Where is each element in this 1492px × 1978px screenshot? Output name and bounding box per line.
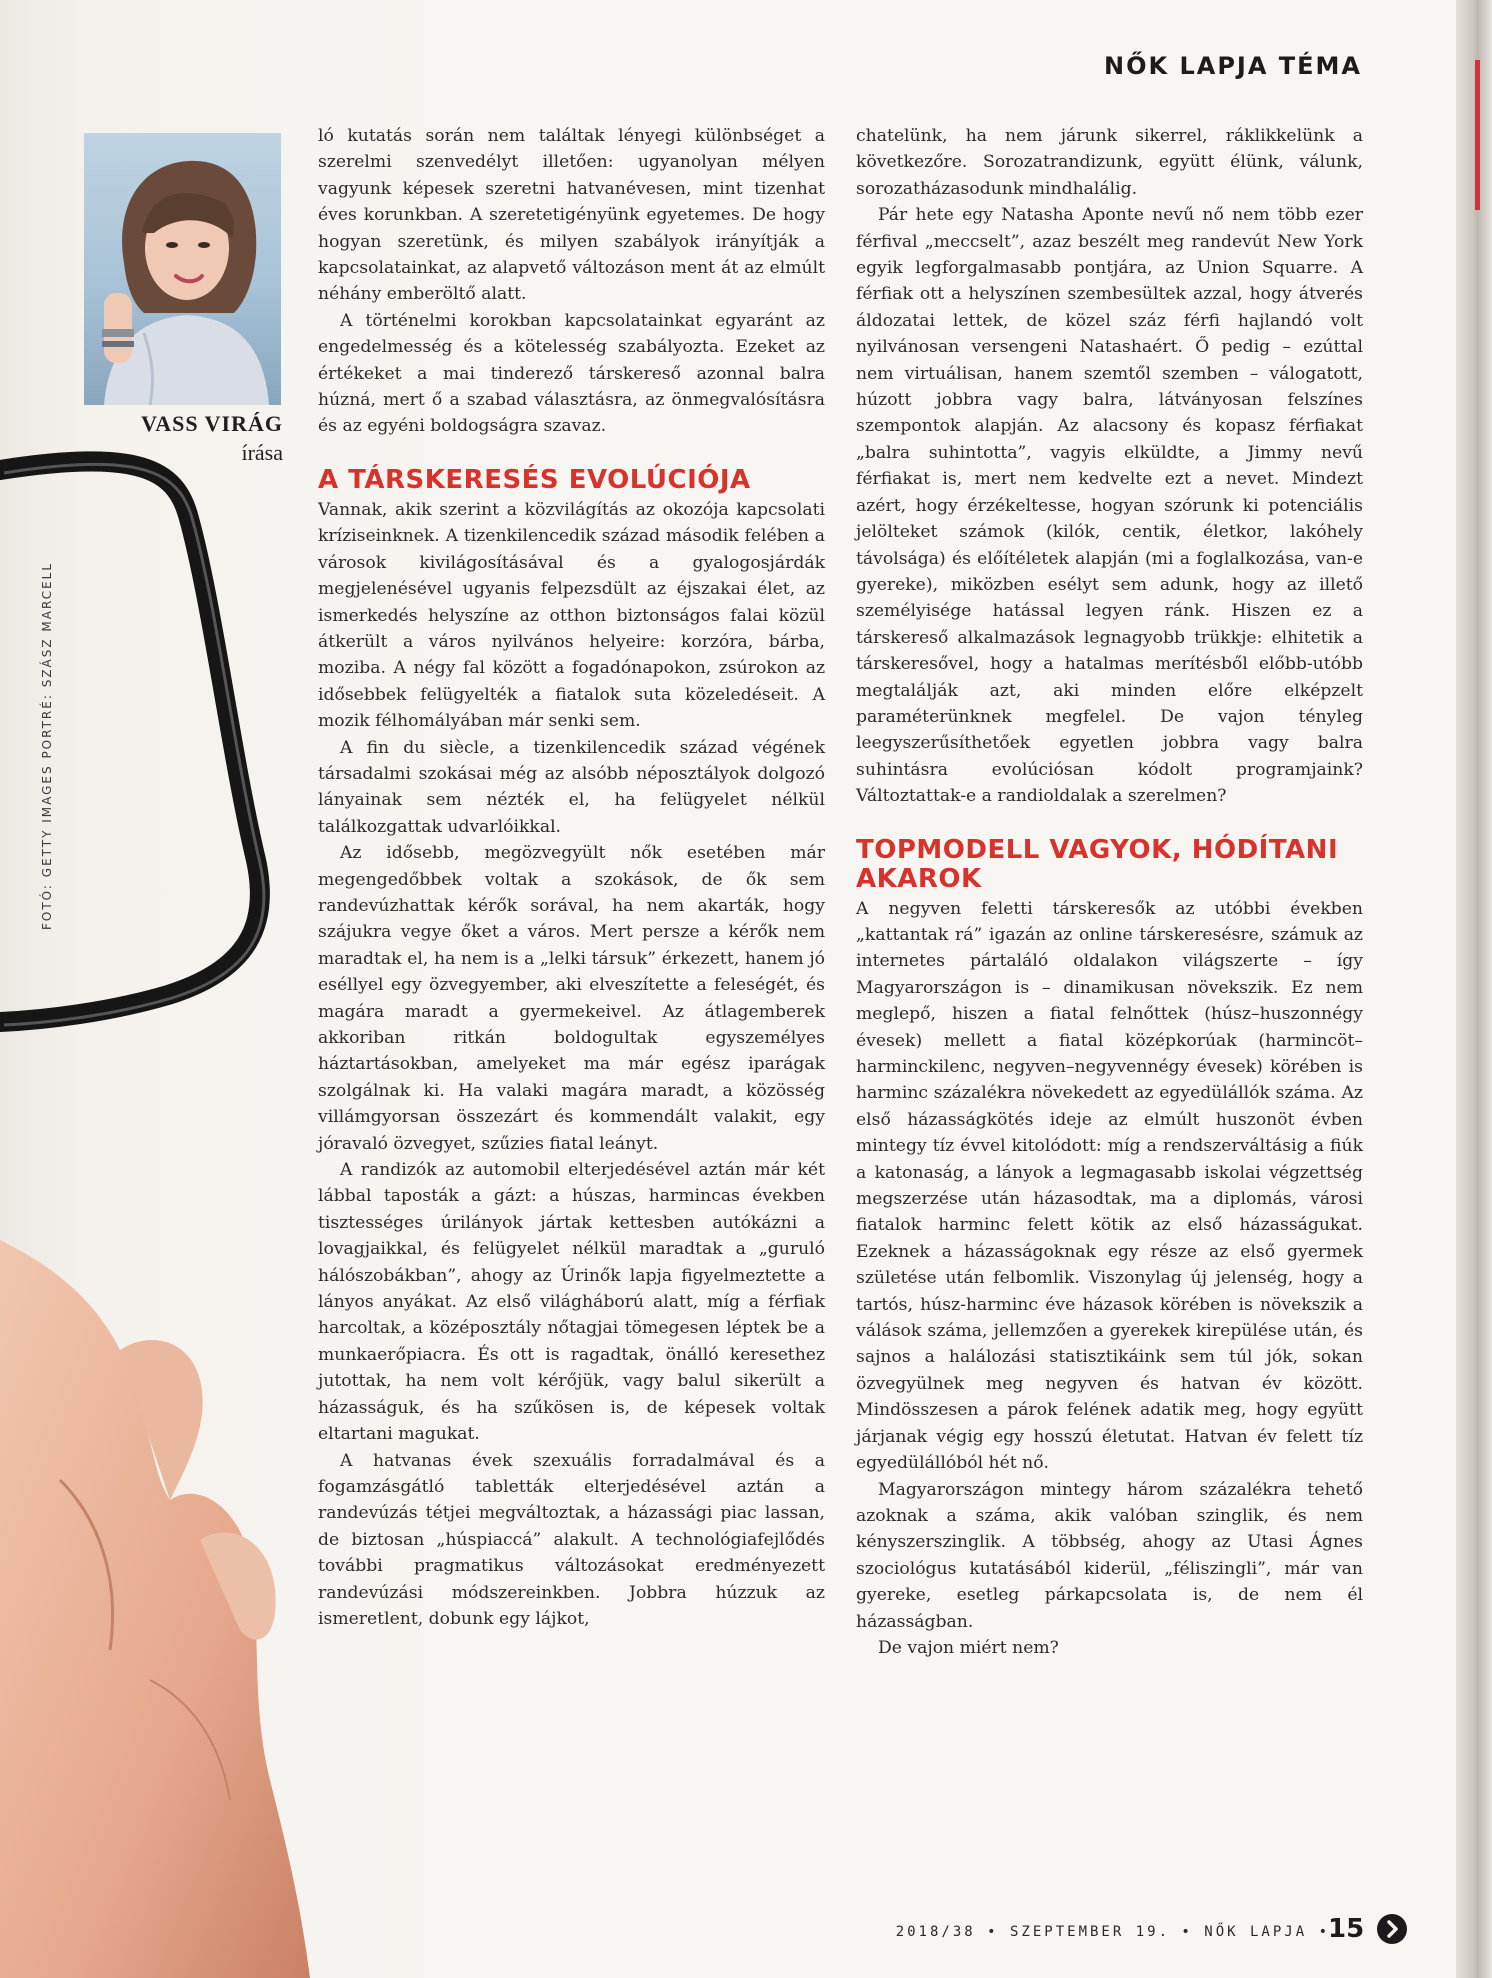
paragraph: A randizók az automobil elterjedésével aztán már két lábbal taposták a gázt: a húszas, harmincas években tisztességes úrilányok jártak kettesben autókázni a lovagjaikkal, és felügyelet nélkül maradtak a „guruló hálószobákban”, ahogy az Úrinők lapja figyelmeztette a lányos anyákat. Az első világháború alatt, míg a férfiak harcoltak, a középosztály nőtagjai tömegesen léptek be a munkaerőpiacra. És ott is ragadtak, önálló keresethez jutottak, ha nem volt kérőjük, vagy balul sikerült a házasságuk, és ha szűkösen is, de képesek voltak eltartani magukat.	[318, 1160, 825, 1445]
paragraph: A történelmi korokban kapcsolatainkat egyaránt az engedelmesség és a kötelesség szabályozta. Ezeket az értékeket a mai tinderező társkereső azonnal balra húzná, mert ő a szabad választásra, az önmegvalósításra és az egyéni boldogságra szavaz.	[318, 310, 825, 437]
paragraph: A negyven feletti társkeresők az utóbbi években „kattantak rá” igazán az online társkeresésre, számuk az internetes pártaláló oldalakon világszerte – így Magyarországon is – dinamikusan növekszik. Ez nem meglepő, hiszen a fiatal felnőttek (húsz–huszonnégy évesek) mellett a fiatal középkorúak (harmincöt–harminckilenc, negyven–negyvennégy évesek) körében is harminc százalékra növekedett az egyedülállók száma. Az első házasságkötés ideje az elmúlt huszonöt évben mintegy tíz évvel kitolódott: míg a rendszerváltásig a fiúk a katonaság, a lányok a legmagasabb iskolai végzettség megszerzése után házasodtak, ma a diplomás, városi fiatalok harminc felett kötik az első házasságukat. Ezeknek a házasságoknak egy része az első gyermek születése után felbomlik. Viszonylag új jelenség, hogy a tartós, húsz-harminc éve házasok körében is növekszik a válások száma, jellemzően a gyerekek kirepülése után, és sajnos a halálozási statisztikáink sem túl jók, sokan özvegyülnek meg negyven és hatvan év között. Mindösszesen a párok felének adatik meg, hogy együtt járjanak végig egy hosszú életutat. Hatvan év felett tíz egyedülállóból hét nő.	[856, 898, 1363, 1474]
chevron-right-icon	[1377, 1914, 1407, 1944]
edge-accent	[1475, 60, 1480, 210]
issue-info: 2018/38 • SZEPTEMBER 19. • NŐK LAPJA •	[895, 1924, 1330, 1940]
paragraph: chatelünk, ha nem járunk sikerrel, ráklikkelünk a következőre. Sorozatrandizunk, együtt élünk, válunk, sorozatházasodunk mindhalálig.	[856, 126, 1363, 199]
paragraph: A fin du siècle, a tizenkilencedik század végének társadalmi szokásai még az alsóbb néposztályok dolgozó lányainak sem nézték el, ha felügyelet nélkül találkozgattak udvarlóikkal.	[318, 737, 825, 837]
author-role: írása	[241, 440, 283, 465]
paragraph: Az idősebb, megözvegyült nők esetében már megengedőbbek voltak a szokások, de ők sem randevúzhattak kérők sorával, ha nem akarták, hogy szájukra vegye őket a város. Mert persze a kérők nem maradtak el, ha nem is a „lelki társuk” érkezett, hanem jó eséllyel egy özvegyember, aki elveszítette a feleségét, és magára maradt a gyermekeivel. Az átlagemberek akkoriban ritkán boldogultak egyszemélyes háztartásokban, amelyeket ma már egész iparágak szolgálnak ki. Ha valaki magára maradt, a közösség villámgyorsan összezárt és kommendált valakit, egy jóravaló özvegyet, szűzies fiatal leányt.	[318, 843, 825, 1154]
paragraph: ló kutatás során nem találtak lényegi különbséget a szerelmi szenvedélyt illetően: ugyanolyan mélyen vagyunk képesek szeretni hatvanévesen, mint tizenhat éves korunkban. A szeretetigényünk egyetemes. De hogy hogyan szeretünk, és milyen szabályok irányítják a kapcsolatainkat, az alapvető változáson ment át az elmúlt néhány emberöltő alatt.	[318, 126, 825, 305]
hand-illustration	[0, 1180, 320, 1978]
next-page-arrow[interactable]	[1377, 1914, 1407, 1944]
page-number: 15	[1328, 1914, 1365, 1944]
section-label: NŐK LAPJA TÉMA	[1104, 52, 1362, 80]
paragraph: A hatvanas évek szexuális forradalmával és a fogamzásgátló tabletták elterjedésével aztán a randevúzás tétjei megváltoztak, a házassági piac lassan, de biztosan „húspiaccá” alakult. A technológiafejlődés további pragmatikus változásokat eredményezett randevúzási módszereinkben. Jobbra húzzuk az ismeretlent, dobunk egy lájkot,	[318, 1450, 825, 1629]
page-edge	[1456, 0, 1492, 1978]
portrait-photo	[84, 133, 281, 405]
subheading-topmodel: TOPMODELL VAGYOK, HÓDÍTANI AKAROK	[856, 834, 1339, 894]
author-name: VASS VIRÁG	[141, 411, 283, 436]
paragraph: De vajon miért nem?	[878, 1637, 1059, 1658]
subheading-evolution: A TÁRSKERESÉS EVOLÚCIÓJA	[318, 464, 751, 495]
paragraph: Magyarországon mintegy három százalékra tehető azoknak a száma, akik valóban szinglik, és nem kényszerszinglik. A többség, ahogy az Utasi Ágnes szociológus kutatásából kiderül, „féliszingli”, már van gyereke, esetleg párkapcsolata is, de nem él házasságban.	[856, 1479, 1363, 1632]
paragraph: Pár hete egy Natasha Aponte nevű nő nem több ezer férfival „meccselt”, azaz beszélt meg randevút New York egyik legforgalmasabb pontjára, az Union Squarre. A férfiak ott a helyszínen szembesültek azzal, hogy átverés áldozatai lettek, de közel száz férfi hajlandó volt nyilvánosan versengeni Natashaért. Ő pedig – ezúttal nem virtuálisan, hanem szemtől szemben – válogatott, húzott jobbra vagy balra, látványosan felszínes szempontok alapján. Az alacsony és kopasz férfiakat „balra suhintotta”, vagyis elküldte, a Jimmy nevű férfiakat is, mert nem kedvelte ezt a nevet. Mindezt azért, hogy érzékeltesse, hogyan szórunk ki potenciális jelölteket számok (kilók, centik, életkor, lakóhely távolsága) és előítéletek alapján (mi a foglalkozása, van-e gyereke), miközben esélyt sem adunk, hogy az illető személyisége hatással legyen ránk. Hiszen ez a társkereső alkalmazások legnagyobb trükkje: elhitetik a társkeresővel, hogy a hatalmas merítésből előbb-utóbb megtalálják azt, aki minden előre elképzelt paraméterünknek megfelel. De vajon tényleg leegyszerűsíthetőek egyetlen jobbra vagy balra suhintásra evolúciósan kódolt programjaink? Változtattak-e a randioldalak a szerelmen?	[856, 205, 1363, 807]
article-column-2	[856, 123, 1363, 1661]
paragraph: Vannak, akik szerint a közvilágítás az okozója kapcsolati kríziseinknek. A tizenkilencedik század második felében a városok kivilágosításával és a gyalogosjárdák megjelenésével ugyanis felpezsdült az éjszakai élet, az ismerkedés helyszíne az otthon biztonságos falai közül átkerült a város nyilvános helyeire: korzóra, bárba, moziba. A négy fal között a fogadónapokon, zsúrokon az idősebbek felügyelték a fiatalok suta közeledéseit. A mozik félhomályában már senki sem.	[318, 499, 825, 732]
article-column-1	[318, 123, 825, 1632]
photo-credit: FOTÓ: GETTY IMAGES PORTRÉ: SZÁSZ MARCELL	[40, 561, 54, 930]
author-portrait	[84, 133, 281, 405]
